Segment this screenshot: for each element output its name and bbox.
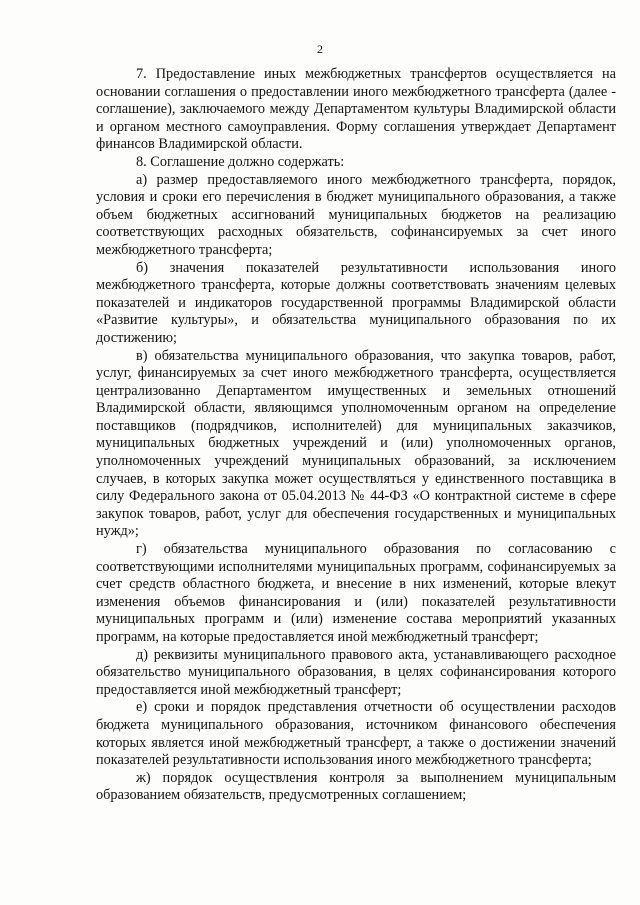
item-zh: ж) порядок осуществления контроля за выполнением муниципальным образованием обязательств, предусмотренных соглашением; [96, 769, 616, 804]
document-body [96, 66, 616, 805]
item-g: г) обязательства муниципального образования по согласованию с соответствующими исполнителями муниципальных программ, софинансируемых за счет средств областного бюджета, и внесение в них изменений, которые влекут изменения объемов финансирования и (или) показателей результативности муниципальных программ и (или) изменение состава мероприятий указанных программ, на которые предоставляется иной межбюджетный трансферт; [96, 541, 616, 645]
item-e: е) сроки и порядок представления отчетности об осуществлении расходов бюджета муниципального образования, источником финансового обеспечения которых является иной межбюджетный трансферт, а также о достижении значений показателей результативности использования иного межбюджетного трансферта; [96, 699, 616, 769]
page-number: 2 [317, 42, 323, 56]
item-b: б) значения показателей результативности использования иного межбюджетного трансферта, которые должны соответствовать значениям целевых показателей и индикаторов государственной программы Владимирской области «Развитие культуры», и обязательства муниципального образования по их достижению; [96, 259, 616, 346]
item-v: в) обязательства муниципального образования, что закупка товаров, работ, услуг, финансируемых за счет иного межбюджетного трансферта, осуществляется централизованно Департаментом имущественных и земельных отношений Владимирской области, являющимся уполномоченным органом на определение поставщиков (подрядчиков, исполнителей) для муниципальных заказчиков, муниципальных бюджетных учреждений и (или) уполномоченных органов, уполномоченных учреждений муниципальных образований, за исключением случаев, в которых закупка может осуществляться у единственного поставщика в силу Федерального закона от 05.04.2013 № 44-ФЗ «О контрактной системе в сфере закупок товаров, работ, услуг для обеспечения государственных и муниципальных нужд»; [96, 347, 616, 540]
paragraph-8: 8. Соглашение должно содержать: [136, 153, 345, 170]
item-d: д) реквизиты муниципального правового акта, устанавливающего расходное обязательство муниципального образования, в целях софинансирования которого предоставляется иной межбюджетный трансферт; [96, 646, 616, 698]
paragraph-7: 7. Предоставление иных межбюджетных трансфертов осуществляется на основании соглашения о предоставлении иного межбюджетного трансферта (далее - соглашение), заключаемого между Департаментом культуры Владимирской области и органом местного самоуправления. Форму соглашения утверждает Департамент финансов Владимирской области. [96, 66, 616, 153]
item-a: а) размер предоставляемого иного межбюджетного трансферта, порядок, условия и сроки его перечисления в бюджет муниципального образования, а также объем бюджетных ассигнований муниципальных бюджетов на реализацию соответствующих расходных обязательств, софинансируемых за счет иного межбюджетного трансферта; [96, 171, 616, 258]
